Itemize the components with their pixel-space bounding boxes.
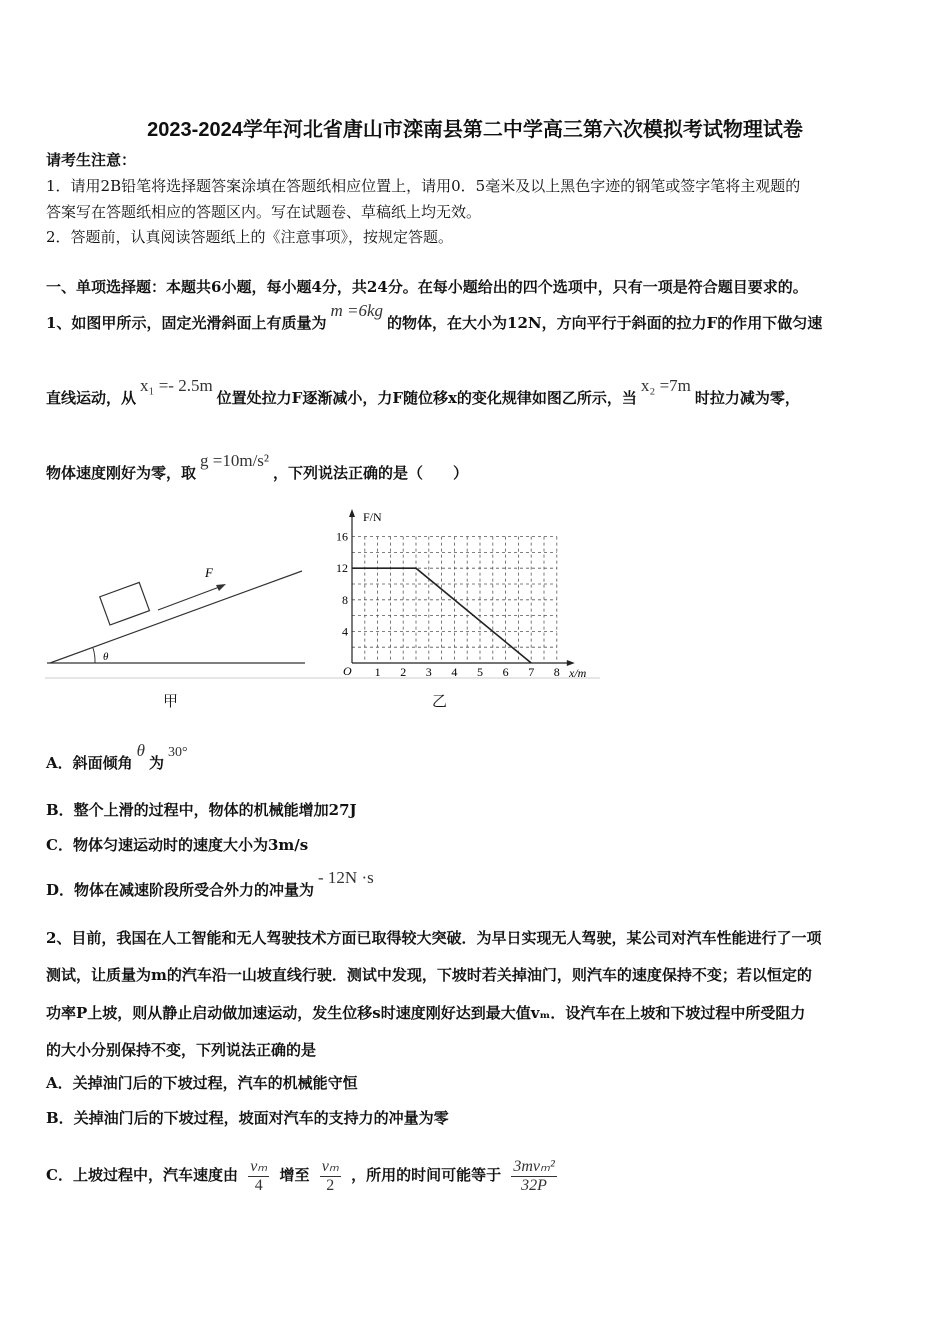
numerator: vₘ [250, 1157, 268, 1175]
fraction-vm-4 [248, 1158, 269, 1195]
angle-arc [93, 648, 95, 663]
denominator: 4 [254, 1176, 263, 1194]
q2-option-c[interactable] [46, 1145, 562, 1205]
fraction-time [511, 1158, 556, 1195]
math-impulse: - 12N ·s [318, 868, 374, 887]
q2-option-a[interactable]: A．关掉油门后的下坡过程，汽车的机械能守恒 [46, 1074, 358, 1092]
math-x2: x₂ =7m [640, 376, 691, 395]
q1-option-b[interactable]: B．整个上滑的过程中，物体的机械能增加27J [46, 801, 357, 819]
y-tick-label: 12 [336, 561, 348, 576]
option-text: ，所用的时间可能等于 [351, 1166, 502, 1184]
y-axis-label: F/N [363, 510, 382, 524]
q2-option-b[interactable]: B．关掉油门后的下坡过程，坡面对汽车的支持力的冲量为零 [46, 1109, 449, 1127]
notice-line: 1．请用2B铅笔将选择题答案涂填在答题纸相应位置上，请用0．5毫米及以上黑色字迹的钢笔或签字笔将主观题的 [46, 177, 801, 195]
math-g: g =10m/s² [200, 451, 270, 470]
q1-text: 位置处拉力F逐渐减小，力F随位移x的变化规律如图乙所示，当 [216, 389, 637, 407]
force-label: F [205, 565, 213, 580]
numerator: 3mvₘ² [513, 1157, 555, 1175]
x-tick-label: 8 [553, 665, 560, 679]
denominator: 2 [326, 1176, 335, 1194]
q1-text: ，下列说法正确的是（ ） [273, 464, 469, 482]
y-axis-arrow-icon [349, 509, 355, 517]
x-tick-label: 2 [400, 665, 407, 679]
section-heading: 一、单项选择题：本题共6小题，每小题4分，共24分。在每小题给出的四个选项中，只有一项是符合题目要求的。 [46, 278, 808, 296]
numerator: vₘ [321, 1157, 339, 1175]
x-tick-label: 4 [451, 665, 458, 679]
q1-text: 1、如图甲所示，固定光滑斜面上有质量为 [46, 314, 327, 332]
notice-line: 答案写在答题纸相应的答题区内。写在试题卷、草稿纸上均无效。 [46, 203, 482, 221]
force-arrow [158, 586, 222, 610]
denominator: 32P [521, 1176, 547, 1194]
q1-text: 的物体，在大小为12N，方向平行于斜面的拉力F的作用下做匀速 [387, 314, 823, 332]
caption-yi: 乙 [432, 692, 448, 710]
incline-line [50, 571, 302, 663]
notice-line: 2．答题前，认真阅读答题纸上的《注意事项》，按规定答题。 [46, 228, 454, 246]
x-tick-label: 7 [528, 665, 535, 679]
x-tick-label: 3 [425, 665, 432, 679]
q1-option-d[interactable] [46, 868, 378, 900]
y-tick-label: 8 [342, 592, 348, 607]
q1-option-a[interactable] [46, 741, 192, 775]
option-text: A．斜面倾角 [46, 754, 133, 772]
q1-line-3 [46, 451, 469, 483]
x-tick-label: 5 [477, 665, 483, 679]
q2-line: 功率P上坡，则从静止启动做加速运动，发生位移s时速度刚好达到最大值vₘ．设汽车在上坡和下坡过程中所受阻力 [46, 1004, 806, 1022]
caption-jia: 甲 [163, 692, 179, 710]
force-displacement-chart [315, 505, 600, 685]
arrow-head-icon [216, 584, 226, 591]
option-text: C．上坡过程中，汽车速度由 [46, 1166, 238, 1184]
chart-axes [349, 509, 575, 666]
page-title: 2023-2024学年河北省唐山市滦南县第二中学高三第六次模拟考试物理试卷 [147, 119, 803, 141]
option-text: 为 [149, 754, 165, 772]
fraction-vm-2 [320, 1158, 341, 1195]
origin-label: O [343, 664, 352, 678]
q1-option-c[interactable]: C．物体匀速运动时的速度大小为3m/s [46, 836, 309, 854]
q1-text: 时拉力减为零， [694, 389, 800, 407]
y-tick-label: 16 [336, 529, 348, 544]
q2-line: 的大小分别保持不变，下列说法正确的是 [46, 1041, 317, 1059]
x-tick-label: 6 [502, 665, 509, 679]
x-tick-label: 1 [374, 665, 381, 679]
q1-line-1 [46, 301, 823, 333]
option-text: D．物体在减速阶段所受合外力的冲量为 [46, 881, 315, 899]
block [100, 582, 150, 625]
q1-line-2 [46, 376, 800, 408]
theta-label: θ [103, 651, 109, 663]
x-axis-label: x/m [569, 666, 587, 680]
q1-text: 直线运动，从 [46, 389, 137, 407]
q2-line: 2、目前，我国在人工智能和无人驾驶技术方面已取得较大突破．为早日实现无人驾驶，某公司对汽车性能进行了一项 [46, 929, 822, 947]
y-tick-label: 4 [342, 624, 348, 639]
math-theta: θ [136, 741, 145, 760]
notice-heading: 请考生注意： [46, 151, 137, 169]
math-angle: 30° [168, 745, 188, 760]
option-text: 增至 [279, 1166, 310, 1184]
q2-line: 测试，让质量为m的汽车沿一山坡直线行驶．测试中发现，下坡时若关掉油门，则汽车的速度保持不变；若以恒定的 [46, 966, 812, 984]
math-mass: m =6kg [330, 301, 383, 320]
q1-text: 物体速度刚好为零，取 [46, 464, 197, 482]
incline-diagram [40, 550, 320, 685]
math-x1: x₁ =- 2.5m [140, 376, 213, 395]
